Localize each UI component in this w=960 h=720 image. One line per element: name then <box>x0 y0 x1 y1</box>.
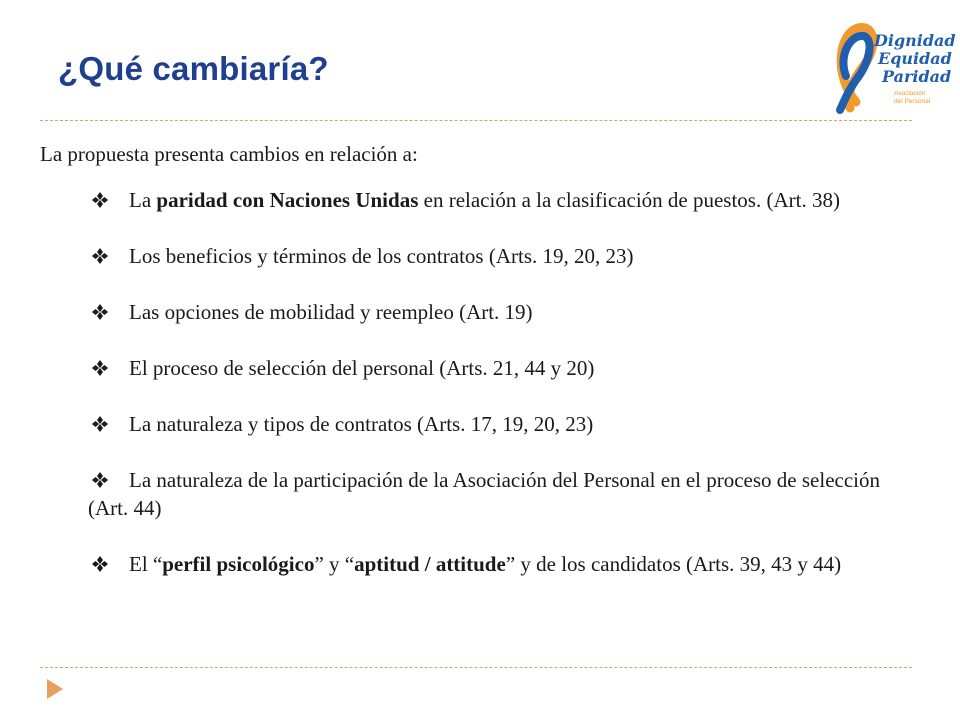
four-diamond-bullet-icon <box>88 304 112 320</box>
logo-org-line1: Asociación <box>894 90 926 97</box>
bullet-item <box>40 242 916 270</box>
top-divider <box>40 120 912 121</box>
four-diamond-bullet-icon <box>88 472 112 488</box>
ribbon-logo-icon <box>816 16 956 116</box>
bullet-item <box>40 550 916 578</box>
bullet-text: Las opciones de mobilidad y reempleo (Art. 19) <box>129 300 533 324</box>
bullet-text-bold: perfil psicológico <box>162 552 315 576</box>
four-diamond-bullet-icon <box>88 192 112 208</box>
dignidad-equidad-paridad-logo <box>816 16 956 116</box>
four-diamond-bullet-icon <box>88 248 112 264</box>
bullet-text-bold: paridad con Naciones Unidas <box>156 188 419 212</box>
bullet-text: La <box>129 188 157 212</box>
bullet-text: El proceso de selección del personal (Arts. 21, 44 y 20) <box>129 356 595 380</box>
bullet-list <box>40 186 916 578</box>
slide-title: ¿Qué cambiaría? <box>58 50 329 87</box>
four-diamond-bullet-icon <box>88 556 112 572</box>
logo-word-equidad: Equidad <box>878 49 952 68</box>
bullet-text: La naturaleza de la participación de la Asociación del Personal en el proceso de selección (Art. 44) <box>88 468 880 520</box>
bullet-item <box>40 186 916 214</box>
four-diamond-bullet-icon <box>88 360 112 376</box>
bullet-text: en relación a la clasificación de puestos. (Art. 38) <box>418 188 840 212</box>
bottom-divider <box>40 667 912 668</box>
bullet-text: ” y “ <box>314 552 355 576</box>
bullet-text: El “ <box>129 552 163 576</box>
bullet-item <box>40 410 916 438</box>
bullet-item <box>40 466 916 522</box>
logo-org-line2: del Personal <box>894 98 931 105</box>
bullet-item <box>40 298 916 326</box>
bullet-text-bold: aptitud / attitude <box>354 552 506 576</box>
intro-text: La propuesta presenta cambios en relación a: <box>40 142 418 166</box>
logo-word-paridad: Paridad <box>882 67 952 86</box>
slide-body <box>40 140 916 578</box>
bullet-text: ” y de los candidatos (Arts. 39, 43 y 44) <box>505 552 842 576</box>
four-diamond-bullet-icon <box>88 416 112 432</box>
logo-word-dignidad: Dignidad <box>874 31 956 50</box>
bullet-text: La naturaleza y tipos de contratos (Arts. 17, 19, 20, 23) <box>129 412 594 436</box>
bullet-text: Los beneficios y términos de los contratos (Arts. 19, 20, 23) <box>129 244 634 268</box>
bullet-item <box>40 354 916 382</box>
triangle-arrow-icon <box>46 678 64 705</box>
